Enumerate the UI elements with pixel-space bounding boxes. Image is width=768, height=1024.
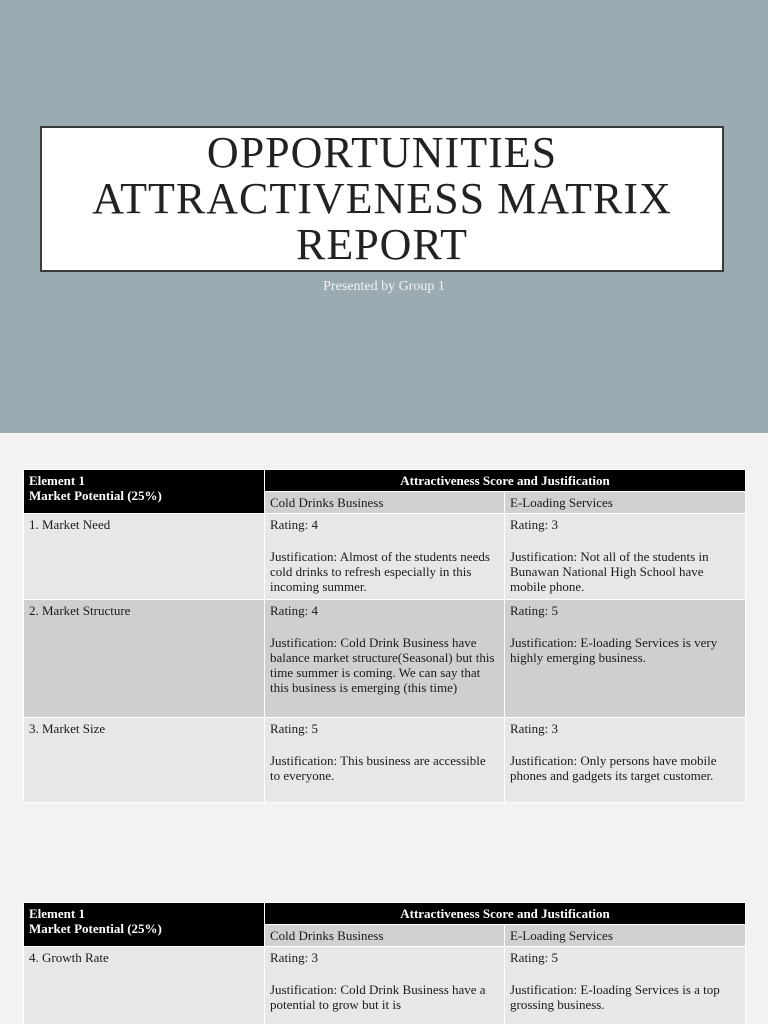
element-header [24, 903, 265, 947]
justification-text: Justification: Cold Drink Business have a potential to grow but it is [270, 982, 486, 1012]
score-header: Attractiveness Score and Justification [265, 470, 746, 492]
table-row [24, 718, 746, 803]
e-loading-cell [505, 514, 746, 600]
rating-text: Rating: 5 [510, 950, 559, 965]
justification-text: Justification: Only persons have mobile phones and gadgets its target customer. [510, 753, 717, 783]
justification-text: Justification: Not all of the students in Bunawan National High School have mobile phone. [510, 549, 709, 594]
element-name: Market Potential (25%) [29, 921, 162, 936]
column-header-cold-drinks: Cold Drinks Business [265, 925, 505, 947]
table-row [24, 514, 746, 600]
rating-text: Rating: 3 [510, 517, 559, 532]
rating-text: Rating: 5 [510, 603, 559, 618]
row-label: 2. Market Structure [24, 600, 265, 718]
cold-drinks-cell [265, 947, 505, 1024]
column-header-e-loading: E-Loading Services [505, 492, 746, 514]
matrix-slide-2 [0, 890, 768, 1024]
rating-text: Rating: 3 [510, 721, 559, 736]
justification-text: Justification: Cold Drink Business have balance market structure(Seasonal) but this time summer is coming. We can say that this business is emerging (this time) [270, 635, 495, 695]
row-label: 1. Market Need [24, 514, 265, 600]
score-header: Attractiveness Score and Justification [265, 903, 746, 925]
table-row [24, 600, 746, 718]
e-loading-cell [505, 718, 746, 803]
justification-text: Justification: E-loading Services is very highly emerging business. [510, 635, 718, 665]
rating-text: Rating: 3 [270, 950, 319, 965]
rating-text: Rating: 4 [270, 603, 319, 618]
element-label: Element 1 [29, 473, 85, 488]
cold-drinks-cell [265, 718, 505, 803]
cold-drinks-cell [265, 514, 505, 600]
row-label: 3. Market Size [24, 718, 265, 803]
cover-slide [0, 0, 768, 433]
matrix-slide-1 [0, 433, 768, 890]
justification-text: Justification: E-loading Services is a top grossing business. [510, 982, 720, 1012]
report-title: OPPORTUNITIES ATTRACTIVENESS MATRIX REPORT [92, 128, 672, 269]
matrix-table-2 [23, 902, 746, 1024]
element-header [24, 470, 265, 514]
justification-text: Justification: Almost of the students needs cold drinks to refresh especially in this incoming summer. [270, 549, 490, 594]
table-row [24, 947, 746, 1024]
title-box [40, 126, 724, 272]
element-name: Market Potential (25%) [29, 488, 162, 503]
e-loading-cell [505, 947, 746, 1024]
report-subtitle: Presented by Group 1 [323, 279, 445, 294]
rating-text: Rating: 5 [270, 721, 319, 736]
e-loading-cell [505, 600, 746, 718]
element-label: Element 1 [29, 906, 85, 921]
justification-text: Justification: This business are accessible to everyone. [270, 753, 486, 783]
column-header-e-loading: E-Loading Services [505, 925, 746, 947]
rating-text: Rating: 4 [270, 517, 319, 532]
row-label: 4. Growth Rate [24, 947, 265, 1024]
matrix-table-1 [23, 469, 746, 803]
cold-drinks-cell [265, 600, 505, 718]
column-header-cold-drinks: Cold Drinks Business [265, 492, 505, 514]
